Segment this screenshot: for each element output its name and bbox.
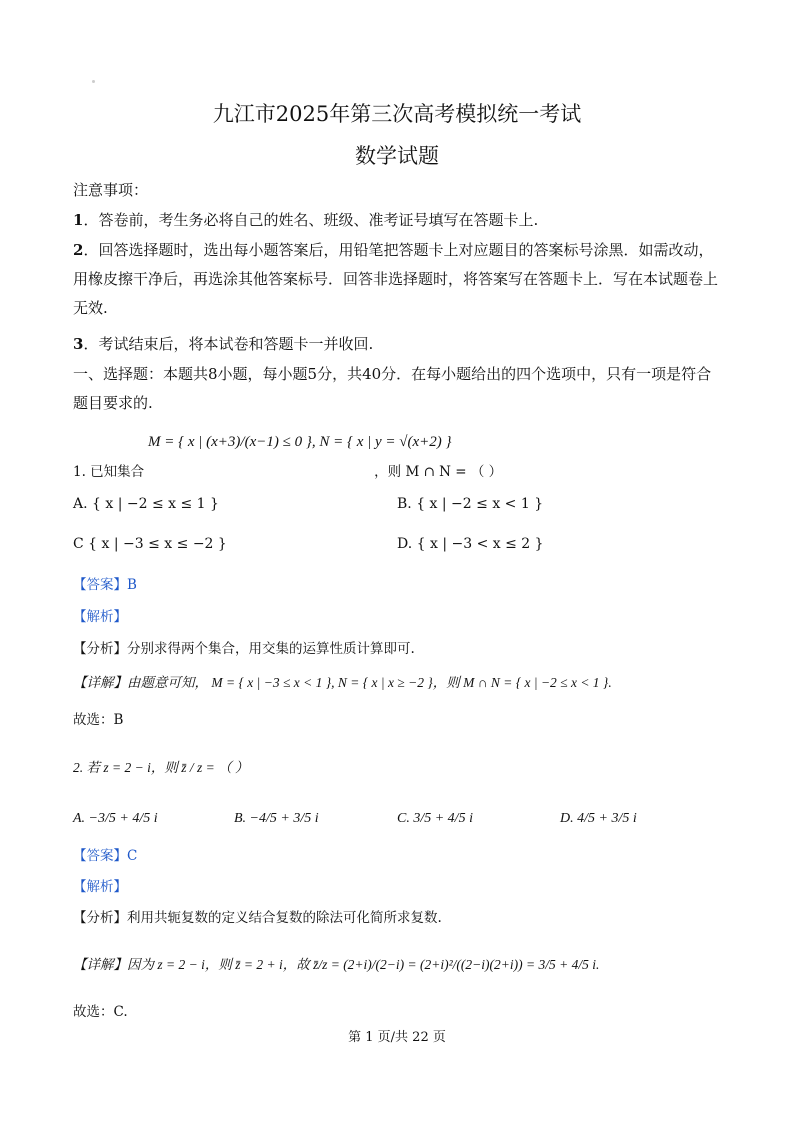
q1-option-c: C { x | −3 ≤ x ≤ −2 } — [73, 536, 227, 552]
q2-choose: 故选：C. — [73, 1004, 128, 1020]
notice-heading: 注意事项： — [73, 181, 149, 199]
q1-set-definition: M = { x | (x+3)/(x−1) ≤ 0 }, N = { x | y = √(x+2) } — [148, 434, 452, 450]
q2-option-c: C. 3/5 + 4/5 i — [397, 811, 473, 826]
q2-option-a: A. −3/5 + 4/5 i — [73, 811, 158, 826]
q1-answer: 【答案】B — [73, 577, 137, 593]
q1-option-a: A. { x | −2 ≤ x ≤ 1 } — [73, 496, 219, 512]
q2-analysis-label: 【解析】 — [73, 879, 127, 895]
q2-answer: 【答案】C — [73, 848, 138, 864]
q1-detail: 【详解】由题意可知， M = { x | −3 ≤ x < 1 }, N = { x | x ≥ −2 }，则 M ∩ N = { x | −2 ≤ x < 1 }. — [73, 675, 612, 690]
exam-subtitle: 数学试题 — [355, 144, 439, 168]
section-heading: 一、选择题：本题共8小题，每小题5分，共40分．在每小题给出的四个选项中，只有一项是符合题目要求的. — [73, 365, 712, 412]
notice-item-3: 3．考试结束后，将本试卷和答题卡一并收回. — [73, 335, 374, 353]
q1-fenxi: 【分析】分别求得两个集合，用交集的运算性质计算即可. — [73, 641, 415, 657]
q2-option-d: D. 4/5 + 3/5 i — [560, 811, 637, 826]
q2-detail: 【详解】因为 z = 2 − i，则 z̄ = 2 + i，故 z̄/z = (2+i)/(2−i) = (2+i)²/((2−i)(2+i)) = 3/5 + 4/5 i. — [73, 957, 600, 972]
q1-choose: 故选：B — [73, 712, 124, 728]
page-footer: 第 1 页/共 22 页 — [348, 1030, 446, 1045]
exam-title: 九江市2025年第三次高考模拟统一考试 — [212, 102, 582, 126]
q2-stem: 2. 若 z = 2 − i，则 z̄ / z = （ ） — [73, 760, 249, 775]
q1-option-b: B. { x | −2 ≤ x < 1 } — [397, 496, 544, 512]
q1-stem: 1. 已知集合 ，则 M ∩ N = （ ） — [73, 464, 503, 480]
notice-item-1: 1．答卷前，考生务必将自己的姓名、班级、准考证号填写在答题卡上. — [73, 211, 539, 229]
q2-fenxi: 【分析】利用共轭复数的定义结合复数的除法可化简所求复数. — [73, 910, 442, 926]
notice-item-2: 2．回答选择题时，选出每小题答案后，用铅笔把答题卡上对应题目的答案标号涂黑．如需改动，用橡皮擦干净后，再选涂其他答案标号．回答非选择题时，将答案写在答题卡上．写在本试题卷上无效. — [73, 241, 719, 317]
q1-option-d: D. { x | −3 < x ≤ 2 } — [397, 536, 544, 552]
q1-analysis-label: 【解析】 — [73, 609, 127, 625]
q2-option-b: B. −4/5 + 3/5 i — [234, 811, 319, 826]
scan-mark — [92, 80, 95, 83]
